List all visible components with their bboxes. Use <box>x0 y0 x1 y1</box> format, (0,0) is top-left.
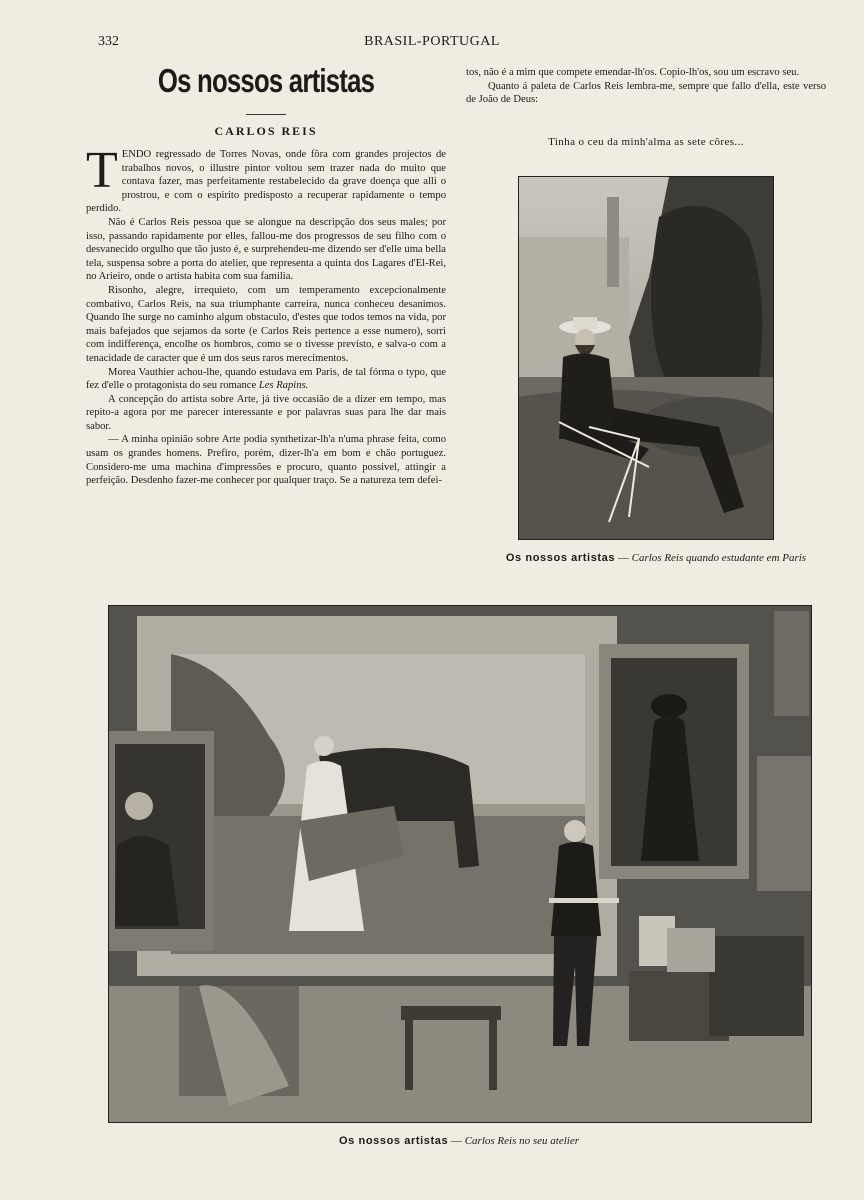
atelier-caption: Os nossos artistas — Carlos Reis no seu atelier <box>338 1135 579 1147</box>
paragraph-5: A concepção do artista sobre Arte, já tive occasião de a dizer em tempo, mas repito-a agora por me parecer interessante e por palavras suas para lhe dar mais sabor. <box>86 393 446 432</box>
paragraph-1-lead: ENDO <box>121 149 152 160</box>
paragraph-4-text: Morea Vauthier achou-lhe, quando estudava em Paris, de tal fórma o typo, que fez d'elle o protagonista do seu romance <box>86 366 446 392</box>
atelier-caption-text: Carlos Reis no seu atelier <box>464 1135 579 1147</box>
title-divider <box>246 114 286 115</box>
book-title: Les Rapins. <box>258 380 309 392</box>
paragraph-2: Não é Carlos Reis pessoa que se alongue na descripção dos seus males; por isso, passando rapidamente por elles, fallou-me dos progressos de seu filho com o desvanecido orgulho que tão justo é, e surprehendeu-me dizendo ser d'elle uma bella tela, suspensa sobre a porta do atelier, que representa a quinta dos Lagares d'El-Rei, no Arieiro, onde o artista habita com sua familia. <box>86 216 446 283</box>
running-title: BRASIL-PORTUGAL <box>364 34 500 49</box>
paragraph-7: tos, não é a mim que compete emendar-lh'os. Copio-lh'os, sou um escravo seu. <box>466 67 800 78</box>
portrait-photo <box>518 176 774 540</box>
atelier-caption-title: Os nossos artistas <box>338 1135 449 1147</box>
paragraph-4 <box>86 366 446 393</box>
atelier-photo-image <box>109 606 811 1122</box>
atelier-photo <box>108 605 812 1123</box>
paragraph-1-text: regressado de Torres Novas, onde fôra com grandes projectos de trabalhos novos, o illustre pintor voltou sem trazer nada do muito que contava fazer, mas perfeitamente restabelecido da grave doença que alli o prostrou, e com o espirito predisposto a recuperar rapidamente o tempo perdido. <box>86 149 446 215</box>
left-column <box>86 142 446 488</box>
portrait-photo-image <box>519 177 773 539</box>
portrait-caption-text: Carlos Reis quando estudante em Paris <box>631 552 807 564</box>
article-title: Os nossos artistas <box>157 62 375 99</box>
paragraph-8: Quanto á paleta de Carlos Reis lembra-me, sempre que fallo d'ella, este verso de João de Deus: <box>466 80 826 106</box>
paragraph-6: — A minha opinião sobre Arte podia synthetizar-lh'a n'uma phrase feita, como usam os grandes homens. Prefiro, porém, dizer-lh'a em bom e chão portuguez. Considero-me uma machina d'impressões e procuro, quanto possivel, attingir a perfeição. Desdenho fazer-me conhecer por qualquer traço. Se a natureza tem defei- <box>86 434 446 487</box>
paragraph-1 <box>86 142 446 216</box>
portrait-caption: Os nossos artistas — Carlos Reis quando estudante em Paris <box>505 552 807 564</box>
page-number: 332 <box>98 34 119 49</box>
verse-quote: Tinha o ceu da minh'alma as sete côres... <box>548 136 744 148</box>
article-subtitle: CARLOS REIS <box>214 124 318 138</box>
paragraph-3: Risonho, alegre, irrequieto, com um temperamento excepcionalmente combativo, Carlos Reis, na sua triumphante carreira, nunca conheceu desanimos. Quando lhe surge no caminho algum obstaculo, d'estes que todos temos na vida, por mais bafejados que sejamos da sorte (e Carlos Reis pertence a esse numero), sorri com indifferença, encolhe os hombros, como se o tivesse previsto, e salva-o com a tenacidade de caracter que é um dos seus raros merecimentos. <box>86 284 446 364</box>
right-column <box>466 66 826 107</box>
drop-cap: T <box>86 142 118 199</box>
portrait-caption-title: Os nossos artistas <box>505 552 616 564</box>
